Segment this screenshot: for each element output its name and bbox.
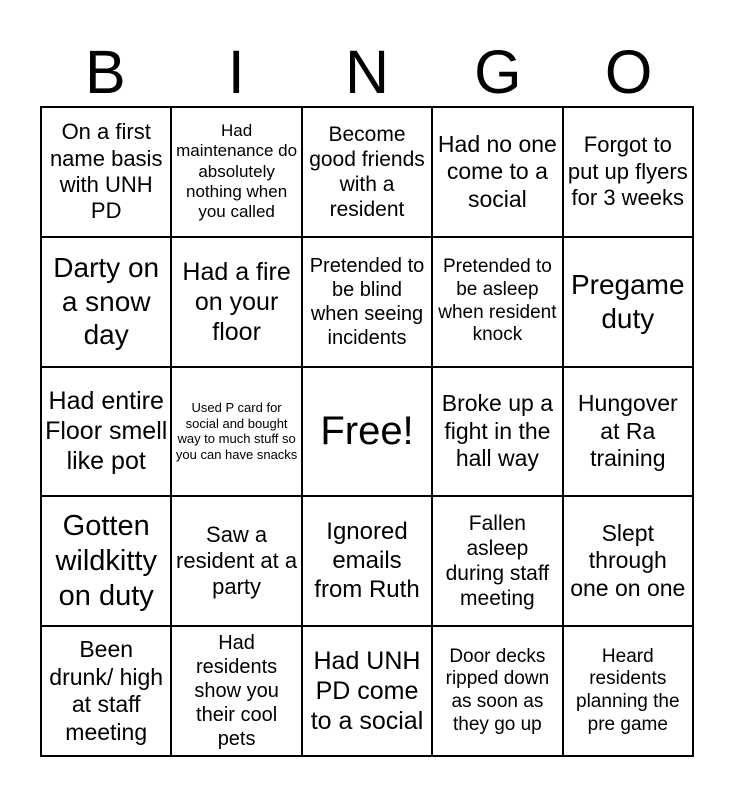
cell-text: Heard residents planning the pre game <box>576 645 680 735</box>
cell-text: Pregame duty <box>570 269 685 334</box>
bingo-cell-r1c1[interactable] <box>41 107 171 237</box>
cell-text: Had residents show you their cool pets <box>194 632 279 751</box>
bingo-cell-r3c4[interactable] <box>432 367 562 497</box>
cell-text: Had no one come to a social <box>437 130 557 212</box>
cell-text: Slept through one on one <box>570 519 686 602</box>
title-letter-b: B <box>85 38 126 106</box>
bingo-cell-r5c5[interactable] <box>563 626 693 756</box>
bingo-cell-r5c1[interactable] <box>41 626 171 756</box>
cell-text: Saw a resident at a party <box>176 521 298 600</box>
cell-text: Pretended to be blind when seeing incidents <box>309 254 425 349</box>
cell-text: Door decks ripped down as soon as they go up <box>445 645 550 735</box>
title-letter-n: N <box>344 38 390 106</box>
bingo-cell-r3c5[interactable] <box>563 367 693 497</box>
cell-text: Broke up a fight in the hall way <box>441 390 554 472</box>
bingo-cell-r2c3[interactable] <box>302 237 432 367</box>
bingo-cell-r1c2[interactable] <box>171 107 301 237</box>
bingo-grid <box>40 106 694 757</box>
bingo-cell-r5c3[interactable] <box>302 626 432 756</box>
cell-text: Had a fire on your floor <box>182 257 291 346</box>
bingo-cell-r4c2[interactable] <box>171 496 301 626</box>
cell-text: On a first name basis with UNH PD <box>49 119 163 224</box>
cell-text: Forgot to put up flyers for 3 weeks <box>567 132 688 211</box>
bingo-cell-r3c1[interactable] <box>41 367 171 497</box>
cell-text: Become good friends with a resident <box>309 122 425 222</box>
bingo-cell-r4c4[interactable] <box>432 496 562 626</box>
cell-text: Darty on a snow day <box>53 252 160 351</box>
cell-text: Pretended to be asleep when resident knock <box>438 256 557 346</box>
bingo-cell-r2c1[interactable] <box>41 237 171 367</box>
cell-text: Been drunk/ high at staff meeting <box>49 635 164 745</box>
bingo-cell-r5c4[interactable] <box>432 626 562 756</box>
bingo-cell-r1c3[interactable] <box>302 107 432 237</box>
cell-text: Hungover at Ra training <box>577 390 678 472</box>
title-letter-g: G <box>474 38 522 106</box>
bingo-cell-free[interactable] <box>302 367 432 497</box>
cell-text: Gotten wildkitty on duty <box>55 510 157 612</box>
bingo-cell-r4c5[interactable] <box>563 496 693 626</box>
cell-text: Fallen asleep during staff meeting <box>445 511 550 611</box>
title-letter-o: O <box>604 38 653 106</box>
bingo-cell-r5c2[interactable] <box>171 626 301 756</box>
bingo-cell-r2c2[interactable] <box>171 237 301 367</box>
bingo-cell-r4c3[interactable] <box>302 496 432 626</box>
bingo-cell-r1c4[interactable] <box>432 107 562 237</box>
bingo-cell-r4c1[interactable] <box>41 496 171 626</box>
cell-text: Used P card for social and bought way to much stuff so you can have snacks <box>175 400 298 463</box>
bingo-title <box>40 38 694 106</box>
cell-text: Had entire Floor smell like pot <box>45 387 168 476</box>
cell-text: Free! <box>320 409 414 454</box>
bingo-cell-r2c5[interactable] <box>563 237 693 367</box>
bingo-cell-r3c2[interactable] <box>171 367 301 497</box>
cell-text: Ignored emails from Ruth <box>314 518 420 603</box>
bingo-cell-r1c5[interactable] <box>563 107 693 237</box>
cell-text: Had UNH PD come to a social <box>310 647 424 736</box>
bingo-cell-r2c4[interactable] <box>432 237 562 367</box>
cell-text: Had maintenance do absolutely nothing when you called <box>176 120 298 222</box>
title-letter-i: I <box>227 38 245 106</box>
